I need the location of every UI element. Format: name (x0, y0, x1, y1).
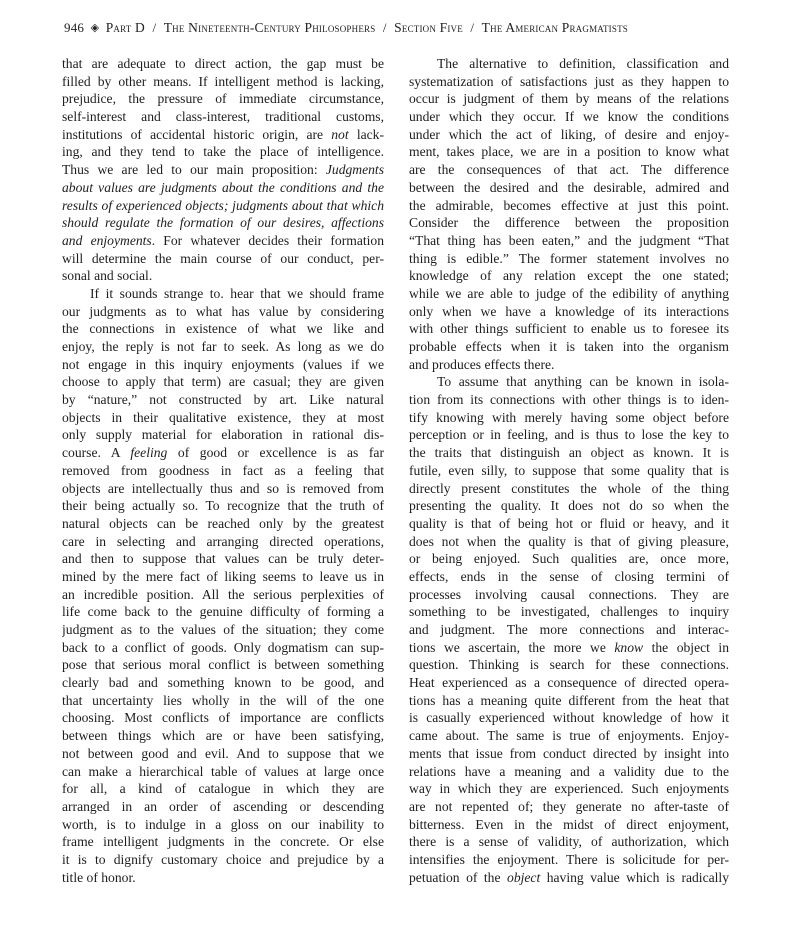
text-line: presenting the quality. It does not do so when the (409, 498, 729, 514)
text-line: ing, and they tend to take the place of intelligence. (62, 144, 384, 160)
text-line: their being actually so. To recognize that the truth of (62, 498, 384, 514)
text-line: the admirable, becomes effective at just this point. (409, 197, 729, 213)
text-line: prejudice, the pressure of immediate circumstance, (62, 91, 384, 107)
text-line: will determine the main course of our conduct, per- (62, 250, 384, 266)
text-line: life come back to the genuine difficulty of forming a (62, 604, 384, 620)
text-line: under which the act of liking, of desire and enjoy- (409, 126, 729, 142)
text-line: it is to dignify customary choice and prejudice by a (62, 851, 384, 867)
text-line: Consider the difference between the proposition (409, 215, 729, 231)
text-line: effects, ends in the sense of closing termini of (409, 568, 729, 584)
text-line: while we are able to judge of the edibility of anything (409, 285, 729, 301)
text-line: the connections in existence of what we like and (62, 321, 384, 337)
text-line: tion from its connections with other things is to iden- (409, 392, 729, 408)
part-label: Part D (105, 20, 145, 35)
left-text-column (62, 55, 384, 886)
diamond-ornament-icon: ◈ (90, 22, 100, 34)
text-line: our judgments as to what has value by considering (62, 303, 384, 319)
text-line: processes involving causal connections. They are (409, 586, 729, 602)
section-label: Section Five (394, 20, 463, 35)
text-line: care in selecting and arranging directed operations, (62, 533, 384, 549)
text-line: are not repented of; they generate no after-taste of (409, 798, 729, 814)
text-line: knowledge of any relation except the one stated; (409, 268, 729, 284)
text-line: course. A feeling of good or excellence is as far (62, 445, 384, 461)
text-line: an incredible position. All the serious perplexities of (62, 586, 384, 602)
text-line: self-interest and class-interest, traditional customs, (62, 109, 384, 125)
text-line: and enjoyments. For whatever decides their formation (62, 232, 384, 248)
text-line: intensifies the enjoyment. There is solicitude for per- (409, 851, 729, 867)
text-line: and then to suppose that values can be truly deter- (62, 551, 384, 567)
text-line: not between good and evil. And to suppose that we (62, 745, 384, 761)
text-line: title of honor. (62, 869, 136, 885)
text-line: are the consequences of that act. The difference (409, 162, 729, 178)
text-line: probable effects when it is taken into the organism (409, 339, 729, 354)
text-line: should regulate the formation of our desires, affections (62, 215, 384, 231)
text-line: does not when the quality is that of giving pleasure, (409, 533, 729, 549)
text-line: for all, a kind of catalogue in which they are (62, 781, 384, 797)
text-line: clearly bad and something known to be good, and (62, 675, 384, 691)
text-line: results of experienced objects; judgments about that which (62, 197, 384, 213)
text-line: objects are intellectually thus and so is removed from (62, 480, 384, 496)
text-line: there is a sense of validity, of authorization, which (409, 834, 729, 850)
text-line: filled by other means. If intelligent method is lacking, (62, 73, 384, 89)
text-line: is casually experienced without knowledge of how it (409, 710, 729, 726)
text-line: only when we have a knowledge of its interactions (409, 303, 729, 319)
text-line: “That thing has been eaten,” and the judgment “That (409, 232, 729, 248)
text-line: perception or in feeling, and is thus to lose the key to (409, 427, 729, 443)
text-line: thing is edible.” The former statement involves no (409, 250, 729, 266)
text-line: institutions of accidental historic origin, are not lack- (62, 126, 384, 142)
text-line: ments that issue from conduct directed by insight into (409, 745, 729, 761)
text-line: the traits that distinguish an object as known. It is (409, 445, 729, 461)
separator: / (152, 20, 157, 35)
text-line: that are adequate to direct action, the gap must be (62, 56, 384, 71)
text-line: back to a conflict of goods. Only dogmatism can sup- (62, 639, 384, 655)
text-line: futile, even silly, to suppose that some quality that is (409, 462, 729, 478)
text-line: mined by the mere fact of liking seems to leave us in (62, 568, 384, 584)
text-line: petuation of the object having value which is radically (409, 869, 729, 885)
text-line: and judgment. The more connections and interac- (409, 622, 729, 637)
text-line: relations have a meaning and a validity due to the (409, 763, 729, 779)
text-line: not engage in this inquiry enjoyments (values if we (62, 356, 384, 372)
text-line: quality is that of being hot or fluid or heavy, and it (409, 515, 729, 531)
text-line: by “nature,” not constructed by art. Like natural (62, 392, 384, 408)
subsection-title: The American Pragmatists (481, 20, 628, 35)
text-line: frame intelligent judgments in the concrete. Or else (62, 834, 384, 850)
text-line: tions we ascertain, the more we know the object in (409, 639, 729, 655)
text-line: worth, is to indulge in a gloss on our inability to (62, 816, 384, 832)
text-line: with other things sufficient to enable us to foresee its (409, 321, 729, 337)
text-line: removed from goodness in fact as a feeling that (62, 462, 384, 478)
text-line: natural objects can be reached only by the greatest (62, 515, 384, 531)
text-line: tify knowing with merely having some object before (409, 409, 729, 425)
text-line: systematization of satisfactions just as they happen to (409, 73, 729, 89)
separator: / (470, 20, 475, 35)
text-line: ment, takes place, we are in a position to know what (409, 144, 729, 160)
text-line: about values are judgments about the conditions and the (62, 179, 384, 195)
running-head (64, 20, 744, 36)
text-line: pose that serious moral conflict is between something (62, 657, 384, 673)
text-line: bitterness. Even in the midst of direct enjoyment, (409, 816, 729, 832)
text-line: way in which they are experienced. Such enjoyments (409, 781, 729, 797)
text-line: choosing. Most conflicts of importance are conflicts (62, 710, 384, 726)
text-line: came about. The same is true of enjoyments. Enjoy- (409, 728, 729, 744)
text-line: something to be investigated, challenges to inquiry (409, 604, 729, 620)
text-line: arranged in an order of ascending or descending (62, 798, 384, 814)
text-line: between the desired and the desirable, admired and (409, 179, 729, 195)
text-line: that uncertainty lies wholly in the will of the one (62, 692, 384, 708)
text-line: question. Thinking is search for these connections. (409, 657, 729, 673)
text-line: If it sounds strange to. hear that we should frame (90, 285, 384, 301)
text-line: and produces effects there. (409, 356, 555, 372)
text-line: between things which are or have been satisfying, (62, 728, 384, 744)
text-line: objects in their qualitative existence, they at most (62, 409, 384, 425)
text-line: The alternative to definition, classification and (437, 56, 729, 71)
text-line: tions has a meaning quite different from the heat that (409, 692, 729, 708)
right-text-column (409, 55, 729, 886)
text-line: directly present constitutes the whole of the thing (409, 480, 729, 496)
text-line: can make a hierarchical table of values at large once (62, 763, 384, 779)
text-line: only supply material for elaboration in rational dis- (62, 427, 384, 443)
book-title: The Nineteenth-Century Philosophers (163, 20, 376, 35)
page-number: 946 (64, 20, 85, 35)
text-line: Thus we are led to our main proposition: Judgments (62, 162, 384, 178)
text-line: enjoy, the reply is not far to seek. As long as we do (62, 339, 384, 354)
text-line: judgment as to the values of the situation; they come (62, 622, 384, 637)
text-line: choose to apply that term) are casual; they are given (62, 374, 384, 390)
text-line: Heat experienced as a consequence of directed opera- (409, 675, 729, 691)
text-line: To assume that anything can be known in isola- (437, 374, 729, 390)
separator: / (382, 20, 387, 35)
text-line: sonal and social. (62, 268, 153, 284)
text-line: under which they occur. If we know the conditions (409, 109, 729, 125)
text-line: or being enjoyed. Such qualities are, once more, (409, 551, 729, 567)
text-line: occur is judgment of them by means of the relations (409, 91, 729, 107)
